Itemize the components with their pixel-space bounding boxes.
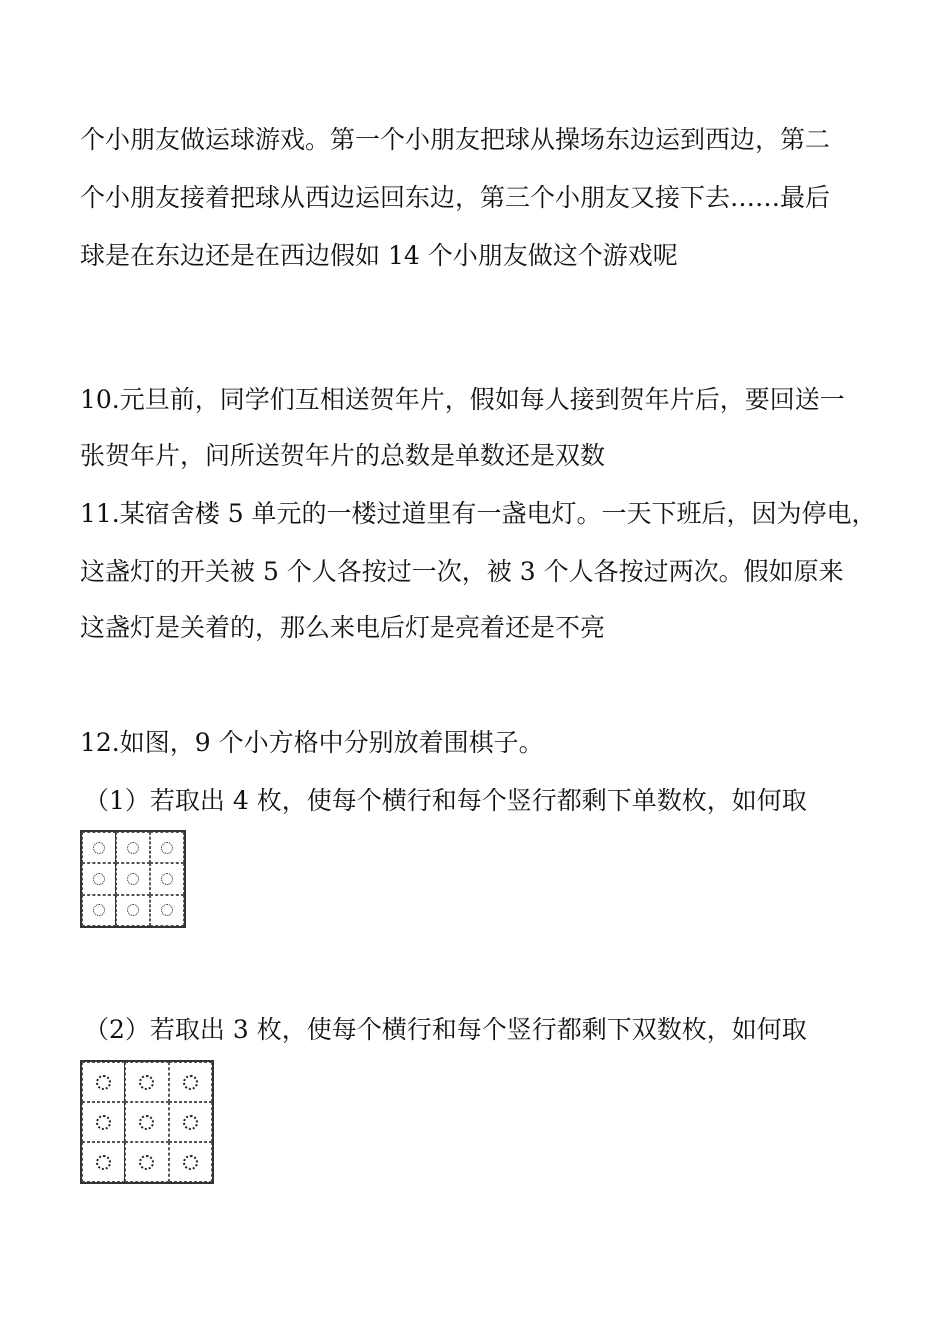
go-stone-icon — [96, 1115, 111, 1130]
go-stone-icon — [183, 1075, 198, 1090]
grid-cell — [82, 895, 116, 926]
grid-cell — [125, 1102, 168, 1142]
problem-11-line-1: 11.某宿舍楼 5 单元的一楼过道里有一盏电灯。一天下班后，因为停电， — [80, 499, 877, 528]
go-stone-icon — [161, 842, 173, 854]
go-stone-icon — [139, 1155, 154, 1170]
problem-11-line-2: 这盏灯的开关被 5 个人各按过一次，被 3 个人各按过两次。假如原来 — [80, 557, 844, 586]
grid-cell — [169, 1102, 212, 1142]
grid-cell — [150, 863, 184, 894]
grid-cell — [82, 863, 116, 894]
grid-cell — [125, 1142, 168, 1182]
go-stone-icon — [96, 1075, 111, 1090]
problem-12-intro: 12.如图，9 个小方格中分别放着围棋子。 — [80, 728, 544, 757]
go-stone-icon — [161, 873, 173, 885]
grid-cell — [169, 1062, 212, 1102]
grid-cell — [82, 1102, 125, 1142]
go-stone-icon — [93, 873, 105, 885]
grid-cell — [82, 1062, 125, 1102]
go-stone-icon — [93, 842, 105, 854]
go-stone-icon — [127, 873, 139, 885]
grid-cell — [116, 863, 150, 894]
grid-cell — [116, 832, 150, 863]
problem-12-part-1: （1）若取出 4 枚，使每个横行和每个竖行都剩下单数枚，如何取 — [84, 786, 807, 815]
go-stone-icon — [183, 1155, 198, 1170]
go-stone-icon — [127, 842, 139, 854]
stone-grid-1 — [80, 830, 186, 928]
grid-cell — [150, 895, 184, 926]
go-stone-icon — [96, 1155, 111, 1170]
grid-cell — [82, 1142, 125, 1182]
problem-9-line-1: 个小朋友做运球游戏。第一个小朋友把球从操场东边运到西边，第二 — [80, 125, 831, 154]
grid-cell — [169, 1142, 212, 1182]
stone-grid-2 — [80, 1060, 214, 1184]
problem-10-line-2: 张贺年片，问所送贺年片的总数是单数还是双数 — [80, 441, 606, 470]
problem-12-part-2: （2）若取出 3 枚，使每个横行和每个竖行都剩下双数枚，如何取 — [84, 1015, 807, 1044]
problem-11-line-3: 这盏灯是关着的，那么来电后灯是亮着还是不亮 — [80, 613, 606, 642]
go-stone-icon — [127, 904, 139, 916]
go-stone-icon — [139, 1115, 154, 1130]
go-stone-icon — [139, 1075, 154, 1090]
go-stone-icon — [93, 904, 105, 916]
problem-10-line-1: 10.元旦前，同学们互相送贺年片，假如每人接到贺年片后，要回送一 — [80, 385, 845, 414]
problem-9-line-2: 个小朋友接着把球从西边运回东边，第三个小朋友又接下去……最后 — [80, 183, 831, 212]
grid-cell — [125, 1062, 168, 1102]
grid-cell — [150, 832, 184, 863]
grid-cell — [82, 832, 116, 863]
grid-cell — [116, 895, 150, 926]
go-stone-icon — [161, 904, 173, 916]
go-stone-icon — [183, 1115, 198, 1130]
problem-9-line-3: 球是在东边还是在西边假如 14 个小朋友做这个游戏呢 — [80, 241, 678, 270]
